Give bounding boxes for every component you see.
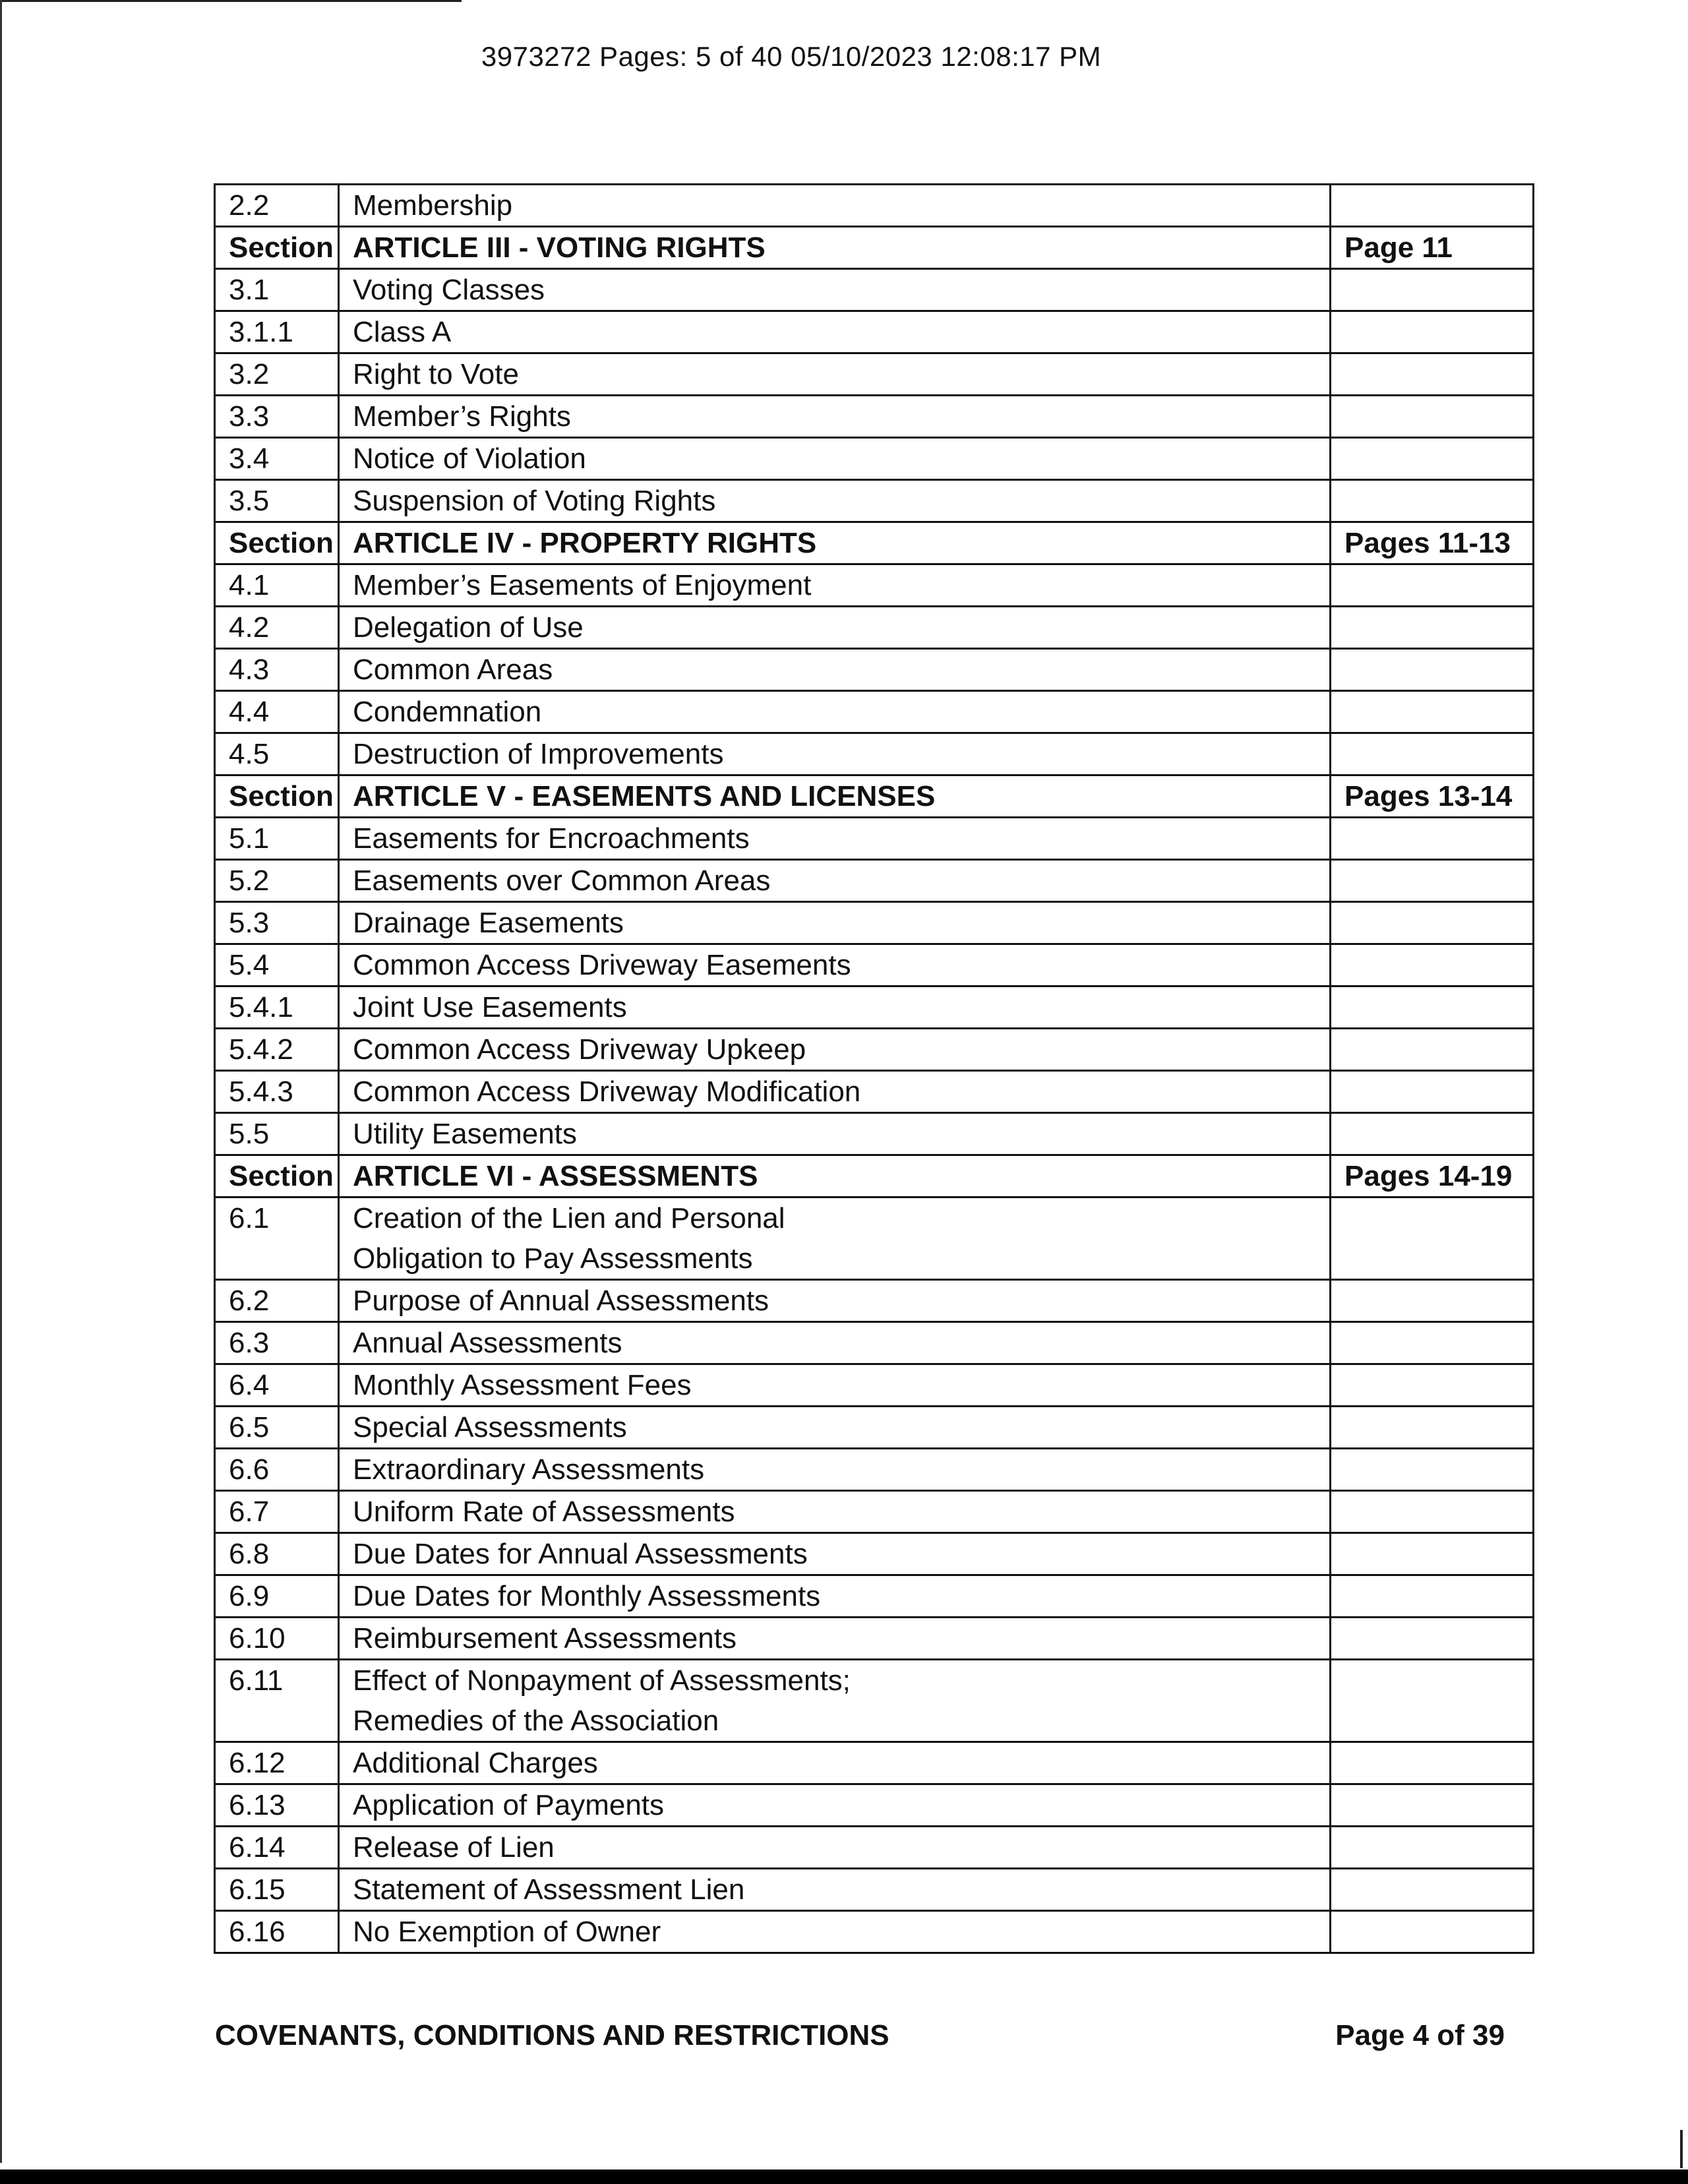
toc-page-cell: Pages 11-13 xyxy=(1331,522,1534,564)
toc-number-cell: 6.3 xyxy=(215,1322,339,1364)
toc-title-cell: Effect of Nonpayment of Assessments; Remedies of the Association xyxy=(339,1660,1331,1742)
toc-number-cell: 5.5 xyxy=(215,1113,339,1155)
toc-number-cell: 3.4 xyxy=(215,438,339,480)
toc-page-cell xyxy=(1331,564,1534,607)
toc-page-cell xyxy=(1331,1742,1534,1784)
toc-page-cell xyxy=(1331,986,1534,1029)
toc-title-cell: No Exemption of Owner xyxy=(339,1911,1331,1953)
toc-section-row xyxy=(215,227,1534,269)
toc-number-cell: 4.2 xyxy=(215,607,339,649)
toc-number-cell: 6.1 xyxy=(215,1198,339,1280)
toc-title-cell: Easements for Encroachments xyxy=(339,818,1331,860)
toc-row xyxy=(215,396,1534,438)
toc-row xyxy=(215,1575,1534,1618)
toc-row xyxy=(215,818,1534,860)
toc-title-cell: Common Access Driveway Upkeep xyxy=(339,1029,1331,1071)
toc-body xyxy=(215,185,1534,1953)
toc-number-cell: 4.5 xyxy=(215,733,339,775)
toc-row xyxy=(215,902,1534,944)
toc-row xyxy=(215,607,1534,649)
toc-number-cell: 3.3 xyxy=(215,396,339,438)
toc-number-cell: 6.2 xyxy=(215,1280,339,1322)
toc-number-cell: 6.13 xyxy=(215,1784,339,1827)
toc-page-cell: Pages 14-19 xyxy=(1331,1155,1534,1198)
recording-stamp: 3973272 Pages: 5 of 40 05/10/2023 12:08:17 PM xyxy=(481,41,1102,72)
toc-row xyxy=(215,860,1534,902)
toc-title-cell: Member’s Easements of Enjoyment xyxy=(339,564,1331,607)
toc-number-cell: 4.1 xyxy=(215,564,339,607)
toc-row xyxy=(215,1660,1534,1742)
toc-title-cell: Delegation of Use xyxy=(339,607,1331,649)
toc-page-cell xyxy=(1331,860,1534,902)
toc-page-cell xyxy=(1331,1198,1534,1280)
toc-number-cell: 6.11 xyxy=(215,1660,339,1742)
toc-row xyxy=(215,1113,1534,1155)
toc-number-cell: 4.4 xyxy=(215,691,339,733)
toc-title-cell: Reimbursement Assessments xyxy=(339,1618,1331,1660)
toc-row xyxy=(215,480,1534,522)
toc-row xyxy=(215,1784,1534,1827)
toc-page-cell xyxy=(1331,691,1534,733)
toc-page-cell xyxy=(1331,1660,1534,1742)
toc-number-cell: 6.16 xyxy=(215,1911,339,1953)
toc-row xyxy=(215,733,1534,775)
toc-number-cell: Section xyxy=(215,227,339,269)
toc-page-cell xyxy=(1331,1575,1534,1618)
toc-page-cell xyxy=(1331,733,1534,775)
toc-page-cell xyxy=(1331,269,1534,311)
toc-title-cell: ARTICLE IV - PROPERTY RIGHTS xyxy=(339,522,1331,564)
toc-number-cell: 6.8 xyxy=(215,1533,339,1575)
toc-page-cell xyxy=(1331,1071,1534,1113)
toc-page-cell xyxy=(1331,1827,1534,1869)
toc-page-cell xyxy=(1331,185,1534,227)
toc-row xyxy=(215,353,1534,396)
bottom-scan-bar xyxy=(0,2169,1688,2184)
toc-title-cell: ARTICLE V - EASEMENTS AND LICENSES xyxy=(339,775,1331,818)
toc-title-cell: Due Dates for Annual Assessments xyxy=(339,1533,1331,1575)
toc-page-cell xyxy=(1331,1322,1534,1364)
toc-page-cell xyxy=(1331,480,1534,522)
right-scan-mark xyxy=(1680,2130,1683,2168)
toc-title-cell: Suspension of Voting Rights xyxy=(339,480,1331,522)
toc-number-cell: 6.4 xyxy=(215,1364,339,1407)
toc-number-cell: 6.14 xyxy=(215,1827,339,1869)
toc-number-cell: 5.4.2 xyxy=(215,1029,339,1071)
toc-page-cell xyxy=(1331,1113,1534,1155)
toc-title-cell: Easements over Common Areas xyxy=(339,860,1331,902)
footer-page-number: Page 4 of 39 xyxy=(1335,2019,1505,2051)
toc-row xyxy=(215,691,1534,733)
toc-number-cell: 5.4 xyxy=(215,944,339,986)
toc-number-cell: 3.2 xyxy=(215,353,339,396)
toc-title-cell: Release of Lien xyxy=(339,1827,1331,1869)
toc-title-cell: Monthly Assessment Fees xyxy=(339,1364,1331,1407)
toc-number-cell: 3.5 xyxy=(215,480,339,522)
toc-title-cell: Special Assessments xyxy=(339,1407,1331,1449)
toc-page-cell: Pages 13-14 xyxy=(1331,775,1534,818)
toc-number-cell: 6.6 xyxy=(215,1449,339,1491)
toc-page-cell xyxy=(1331,1029,1534,1071)
toc-row xyxy=(215,1911,1534,1953)
toc-title-cell: ARTICLE III - VOTING RIGHTS xyxy=(339,227,1331,269)
toc-row xyxy=(215,1533,1534,1575)
toc-title-cell: Member’s Rights xyxy=(339,396,1331,438)
toc-title-cell: Purpose of Annual Assessments xyxy=(339,1280,1331,1322)
toc-row xyxy=(215,269,1534,311)
toc-title-cell: Membership xyxy=(339,185,1331,227)
toc-row xyxy=(215,1280,1534,1322)
toc-row xyxy=(215,1869,1534,1911)
toc-row xyxy=(215,564,1534,607)
toc-number-cell: Section xyxy=(215,522,339,564)
toc-row xyxy=(215,1618,1534,1660)
toc-section-row xyxy=(215,775,1534,818)
toc-page-cell xyxy=(1331,1280,1534,1322)
toc-page-cell xyxy=(1331,818,1534,860)
toc-number-cell: 4.3 xyxy=(215,649,339,691)
toc-page-cell xyxy=(1331,311,1534,353)
toc-number-cell: 2.2 xyxy=(215,185,339,227)
toc-page-cell xyxy=(1331,1784,1534,1827)
toc-title-cell: Joint Use Easements xyxy=(339,986,1331,1029)
toc-page-cell xyxy=(1331,353,1534,396)
toc-page-cell xyxy=(1331,1533,1534,1575)
toc-row xyxy=(215,1742,1534,1784)
toc-title-cell: Additional Charges xyxy=(339,1742,1331,1784)
toc-title-cell: Utility Easements xyxy=(339,1113,1331,1155)
toc-title-cell: Condemnation xyxy=(339,691,1331,733)
toc-row xyxy=(215,986,1534,1029)
toc-number-cell: 5.4.3 xyxy=(215,1071,339,1113)
toc-number-cell: 6.12 xyxy=(215,1742,339,1784)
toc-title-cell: Common Access Driveway Easements xyxy=(339,944,1331,986)
toc-title-cell: Common Access Driveway Modification xyxy=(339,1071,1331,1113)
top-border-line xyxy=(0,0,462,2)
toc-row xyxy=(215,311,1534,353)
toc-number-cell: Section xyxy=(215,775,339,818)
toc-title-cell: Uniform Rate of Assessments xyxy=(339,1491,1331,1533)
toc-page-cell xyxy=(1331,607,1534,649)
toc-number-cell: 5.3 xyxy=(215,902,339,944)
toc-row xyxy=(215,1071,1534,1113)
toc-row xyxy=(215,1449,1534,1491)
toc-page-cell xyxy=(1331,1491,1534,1533)
toc-title-cell: ARTICLE VI - ASSESSMENTS xyxy=(339,1155,1331,1198)
toc-number-cell: 6.10 xyxy=(215,1618,339,1660)
toc-title-cell: Statement of Assessment Lien xyxy=(339,1869,1331,1911)
toc-number-cell: 3.1 xyxy=(215,269,339,311)
toc-title-cell: Right to Vote xyxy=(339,353,1331,396)
toc-title-cell: Application of Payments xyxy=(339,1784,1331,1827)
toc-number-cell: 6.7 xyxy=(215,1491,339,1533)
toc-number-cell: 6.15 xyxy=(215,1869,339,1911)
toc-row xyxy=(215,1029,1534,1071)
toc-page-cell xyxy=(1331,1618,1534,1660)
left-scan-edge xyxy=(0,0,2,2163)
footer-document-title: COVENANTS, CONDITIONS AND RESTRICTIONS xyxy=(215,2019,889,2051)
toc-title-cell: Creation of the Lien and Personal Obligation to Pay Assessments xyxy=(339,1198,1331,1280)
toc-row xyxy=(215,1364,1534,1407)
table-of-contents xyxy=(214,183,1534,1954)
toc-title-cell: Voting Classes xyxy=(339,269,1331,311)
toc-number-cell: 5.4.1 xyxy=(215,986,339,1029)
toc-page-cell xyxy=(1331,1911,1534,1953)
toc-section-row xyxy=(215,522,1534,564)
toc-row xyxy=(215,1198,1534,1280)
toc-page-cell xyxy=(1331,1364,1534,1407)
toc-row xyxy=(215,1322,1534,1364)
toc-page-cell xyxy=(1331,438,1534,480)
toc-page-cell: Page 11 xyxy=(1331,227,1534,269)
toc-page-cell xyxy=(1331,1449,1534,1491)
toc-page-cell xyxy=(1331,649,1534,691)
toc-title-cell: Due Dates for Monthly Assessments xyxy=(339,1575,1331,1618)
toc-page-cell xyxy=(1331,1407,1534,1449)
toc-number-cell: 6.9 xyxy=(215,1575,339,1618)
toc-row xyxy=(215,1407,1534,1449)
toc-number-cell: 6.5 xyxy=(215,1407,339,1449)
toc-title-cell: Annual Assessments xyxy=(339,1322,1331,1364)
toc-page-cell xyxy=(1331,1869,1534,1911)
toc-title-cell: Destruction of Improvements xyxy=(339,733,1331,775)
toc-page-cell xyxy=(1331,902,1534,944)
toc-row xyxy=(215,438,1534,480)
toc-title-cell: Class A xyxy=(339,311,1331,353)
toc-row xyxy=(215,1827,1534,1869)
toc-number-cell: 5.2 xyxy=(215,860,339,902)
toc-number-cell: 3.1.1 xyxy=(215,311,339,353)
toc-row xyxy=(215,1491,1534,1533)
toc-page-cell xyxy=(1331,944,1534,986)
toc-number-cell: 5.1 xyxy=(215,818,339,860)
toc-title-cell: Notice of Violation xyxy=(339,438,1331,480)
toc-title-cell: Drainage Easements xyxy=(339,902,1331,944)
toc-row xyxy=(215,944,1534,986)
toc-row xyxy=(215,185,1534,227)
toc-title-cell: Extraordinary Assessments xyxy=(339,1449,1331,1491)
toc-title-cell: Common Areas xyxy=(339,649,1331,691)
toc-section-row xyxy=(215,1155,1534,1198)
toc-page-cell xyxy=(1331,396,1534,438)
toc-number-cell: Section xyxy=(215,1155,339,1198)
toc-row xyxy=(215,649,1534,691)
